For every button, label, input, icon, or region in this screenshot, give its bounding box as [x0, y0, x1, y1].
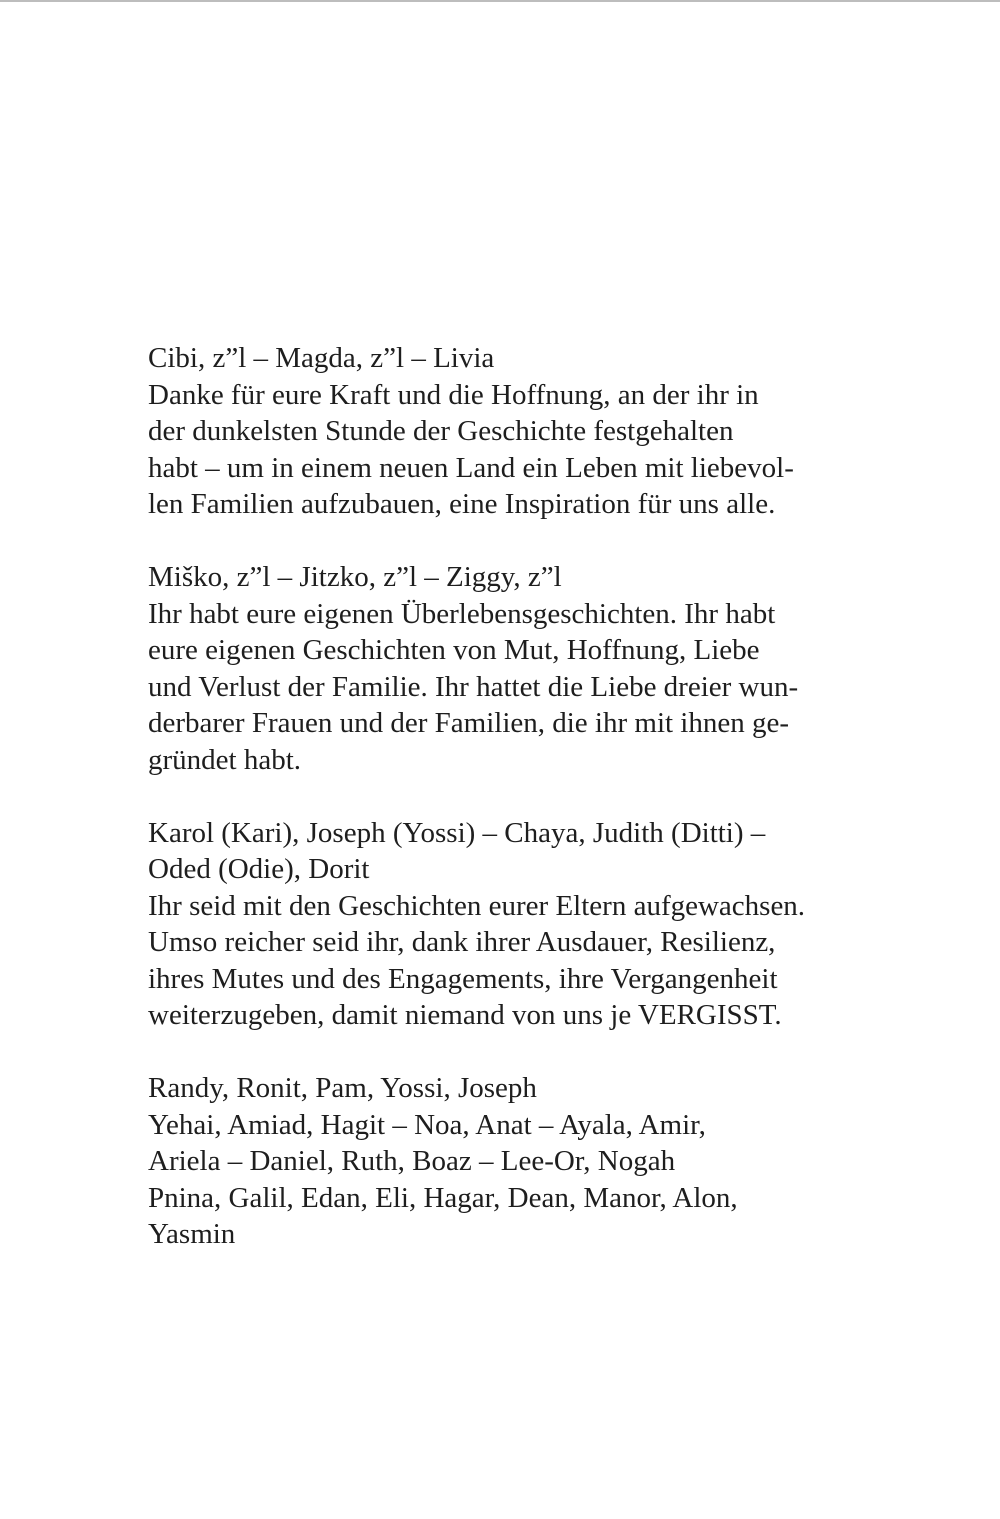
dedication-section-4	[148, 1070, 816, 1253]
section-heading: Oded (Odie), Dorit	[148, 853, 370, 885]
body-line: ihres Mutes und des Engagements, ihre Vergangenheit	[148, 962, 778, 995]
section-heading: Randy, Ronit, Pam, Yossi, Joseph	[148, 1072, 537, 1104]
body-line: gründet habt.	[148, 743, 302, 776]
dedication-section-2	[148, 559, 816, 778]
top-border-line	[0, 0, 1000, 2]
dedication-section-1	[148, 340, 816, 523]
body-line: Danke für eure Kraft und die Hoffnung, an der ihr in	[148, 378, 759, 411]
section-heading: Miško, z”l – Jitzko, z”l – Ziggy, z”l	[148, 561, 562, 593]
body-line: habt – um in einem neuen Land ein Leben mit liebevol-	[148, 451, 794, 484]
body-line: eure eigenen Geschichten von Mut, Hoffnung, Liebe	[148, 634, 760, 666]
body-line: Umso reicher seid ihr, dank ihrer Ausdauer, Resilienz,	[148, 926, 776, 958]
body-line: Ariela – Daniel, Ruth, Boaz – Lee-Or, Nogah	[148, 1145, 676, 1177]
body-line: Pnina, Galil, Edan, Eli, Hagar, Dean, Manor, Alon,	[148, 1181, 738, 1214]
section-heading: Karol (Kari), Joseph (Yossi) – Chaya, Judith (Ditti) –	[148, 816, 766, 849]
section-heading: Cibi, z”l – Magda, z”l – Livia	[148, 342, 495, 374]
body-line: und Verlust der Familie. Ihr hattet die Liebe dreier wun-	[148, 670, 799, 703]
dedication-page	[148, 340, 816, 1289]
body-line: Ihr seid mit den Geschichten eurer Eltern aufgewachsen.	[148, 889, 806, 922]
body-line: Yehai, Amiad, Hagit – Noa, Anat – Ayala, Amir,	[148, 1108, 706, 1141]
body-line: len Familien aufzubauen, eine Inspiration für uns alle.	[148, 488, 776, 520]
body-line: der dunkelsten Stunde der Geschichte festgehalten	[148, 415, 734, 447]
dedication-section-3	[148, 815, 816, 1034]
body-line: derbarer Frauen und der Familien, die ihr mit ihnen ge-	[148, 707, 790, 739]
body-line: weiterzugeben, damit niemand von uns je VERGISST.	[148, 999, 782, 1031]
body-line: Yasmin	[148, 1218, 236, 1250]
body-line: Ihr habt eure eigenen Überlebensgeschichten. Ihr habt	[148, 597, 776, 630]
